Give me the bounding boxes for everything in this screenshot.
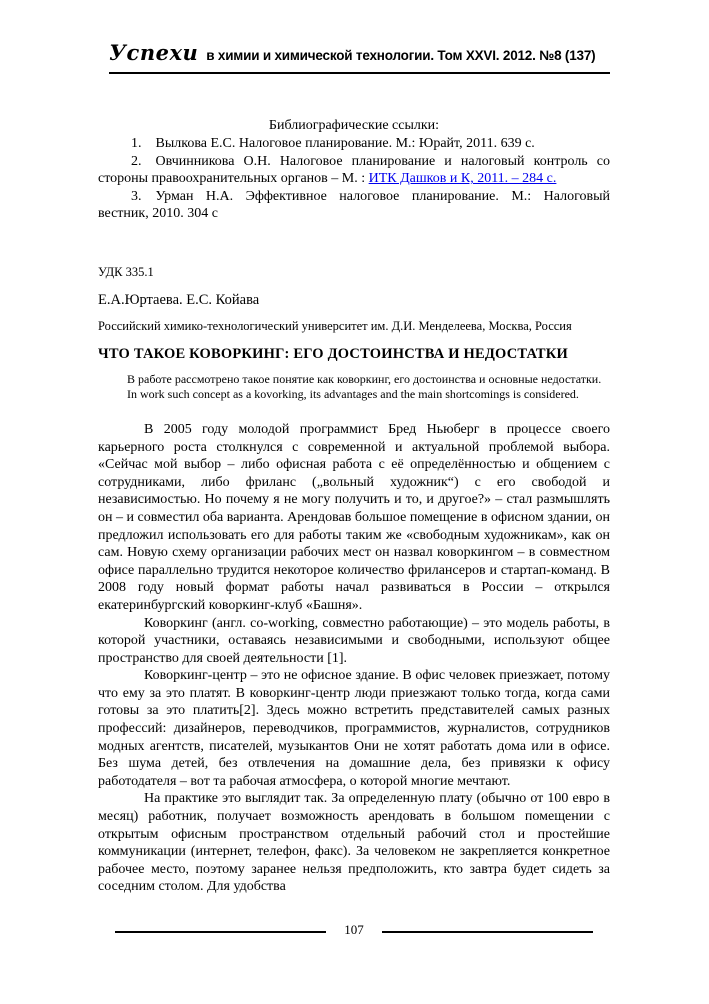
article-affiliation: Российский химико-технологический университет им. Д.И. Менделеева, Москва, Россия xyxy=(98,318,572,333)
reference-number: 2. xyxy=(131,153,142,169)
reference-hyperlink[interactable]: ИТК Дашков и К, 2011. – 284 с. xyxy=(368,171,557,187)
bibliography-section xyxy=(98,118,610,223)
page-number: 107 xyxy=(344,922,364,937)
abstract-english: In work such concept as a kovorking, its advantages and the main shortcomings is considered. xyxy=(127,386,579,401)
body-paragraph-1: В 2005 году молодой программист Бред Ньюберг в процессе своего карьерного роста столкнулся с современной и актуальной проблемой выбора. «Сейчас мой выбор – либо офисная работа с её определённостью и общением с сотрудниками, либо фриланс („вольный художник“) с его свободой и независимостью. Но почему я не могу получить и то, и другое?» – стал размышлять он – и совместил оба варианта. Арендовав большое помещение в офисном здании, он предложил использовать его для работы таким же «свободным художникам», как он сам. Новую схему организации рабочих мест он назвал коворкингом – в совместном офисе параллельно трудится некоторое количество фрилансеров и стартап-команд. В 2008 году новый формат работы начал развиваться в России – открылся екатеринбургский коворкинг-клуб «Башня». xyxy=(98,421,610,613)
udk-code: УДК 335.1 xyxy=(98,264,154,279)
journal-header-title: в химии и химической технологии. Том XXVI. 2012. №8 (137) xyxy=(206,48,596,63)
reference-item-3 xyxy=(98,188,610,223)
body-paragraph-4: На практике это выглядит так. За определенную плату (обычно от 100 евро в месяц) работник, получает возможность арендовать в большом помещении с открытым офисным пространством отдельный рабочий стол и простейшие коммуникации (интернет, телефон, факс). За человеком не закрепляется конкретное рабочее место, поэтому заранее нельзя предположить, кто завтра будет сидеть за соседним столом. Для удобства xyxy=(98,791,610,895)
article-body xyxy=(98,421,610,896)
article-meta-section xyxy=(98,265,610,402)
reference-number: 1. xyxy=(131,136,142,151)
body-paragraph-2: Коворкинг (англ. co-working, совместно работающие) – это модель работы, в которой участники, оставаясь независимыми и свободными, используют общее пространство для своей деятельности [1]. xyxy=(98,615,610,666)
article-title: ЧТО ТАКОЕ КОВОРКИНГ: ЕГО ДОСТОИНСТВА И НЕДОСТАТКИ xyxy=(98,345,568,362)
reference-item-2 xyxy=(98,153,610,188)
journal-header xyxy=(109,40,610,74)
reference-text: Овчинникова О.Н. Налоговое планирование и налоговый контроль со стороны правоохранительных органов – М. : xyxy=(98,153,610,187)
article-abstract xyxy=(98,372,610,402)
reference-item-1 xyxy=(98,135,610,153)
bibliography-heading: Библиографические ссылки: xyxy=(268,118,440,133)
journal-logo-script: Успехи xyxy=(109,40,199,65)
body-paragraph-3: Коворкинг-центр – это не офисное здание. В офис человек приезжает, потому что ему за это платят. В коворкинг-центр люди приезжают только тогда, когда сами готовы за это платить[2]. Здесь можно встретить представителей самых разных профессий: дизайнеров, переводчиков, программистов, журналистов, сотрудников модных агентств, писателей, музыкантов Они не хотят работать дома или в офисе. Без шума детей, без отвлечения на домашние дела, без привязки к офису работодателя – вот та рабочая атмосфера, о которой многие мечтают. xyxy=(98,668,610,789)
page-footer xyxy=(115,924,593,940)
article-authors: Е.А.Юртаева. Е.С. Койава xyxy=(98,291,260,308)
reference-number: 3. xyxy=(131,188,142,204)
abstract-russian: В работе рассмотрено такое понятие как коворкинг, его достоинства и основные недостатки. xyxy=(127,371,602,386)
footer-rule-right xyxy=(382,931,593,933)
reference-text: Урман Н.А. Эффективное налоговое планирование. М.: Налоговый вестник, 2010. 304 с xyxy=(98,188,610,222)
footer-rule-left xyxy=(115,931,326,933)
reference-text: Вылкова Е.С. Налоговое планирование. М.: Юрайт, 2011. 639 с. xyxy=(155,136,535,151)
